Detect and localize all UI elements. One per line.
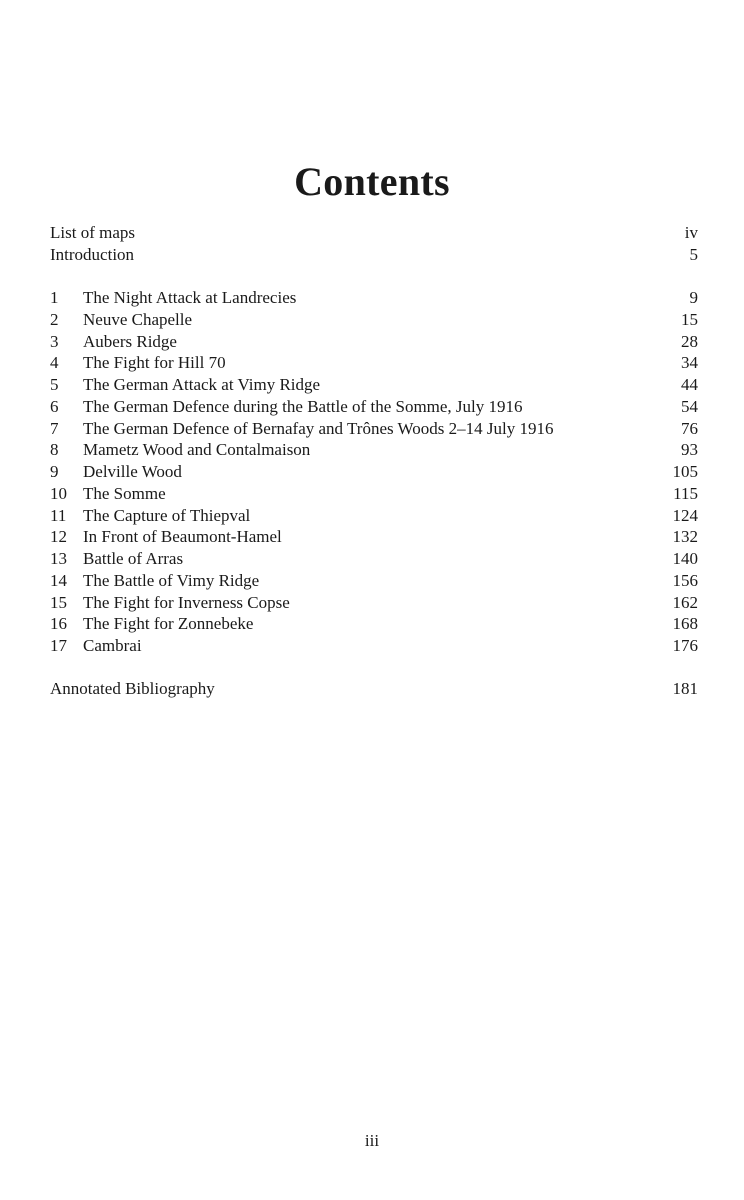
chapter-number: 12 xyxy=(50,527,67,547)
chapter-page: 124 xyxy=(672,505,698,525)
chapter-number: 7 xyxy=(50,418,59,438)
chapter-page: 76 xyxy=(681,418,698,438)
chapter-number: 8 xyxy=(50,440,59,460)
toc-chapter-entry xyxy=(50,352,698,374)
chapter-number: 16 xyxy=(50,614,67,634)
chapter-page: 9 xyxy=(689,288,698,307)
chapter-page: 28 xyxy=(681,331,698,351)
chapter-title: In Front of Beaumont-Hamel xyxy=(83,527,282,547)
chapter-page: 93 xyxy=(681,440,698,460)
chapter-title: Mametz Wood and Contalmaison xyxy=(83,440,311,460)
toc-chapter-entry xyxy=(50,526,698,548)
chapter-title: The Fight for Inverness Copse xyxy=(83,592,290,612)
toc-entry-label: Annotated Bibliography xyxy=(50,679,215,698)
chapter-title: The Fight for Zonnebeke xyxy=(83,614,254,634)
page-number: iii xyxy=(364,1131,380,1150)
toc-entry-page: 181 xyxy=(672,679,698,698)
chapter-title: The German Defence of Bernafay and Trônes Woods 2–14 July 1916 xyxy=(83,418,554,438)
toc-entry-page: iv xyxy=(684,223,698,242)
chapter-number: 6 xyxy=(50,396,59,416)
toc-entry xyxy=(50,244,698,266)
toc-entry-label: List of maps xyxy=(50,223,135,242)
chapter-number: 2 xyxy=(50,309,59,329)
toc-chapter-entry xyxy=(50,592,698,614)
chapter-title: The Fight for Hill 70 xyxy=(83,353,226,373)
chapter-title: The Night Attack at Landrecies xyxy=(83,288,297,307)
chapter-number: 11 xyxy=(50,505,67,525)
toc-chapter-entry xyxy=(50,613,698,635)
chapter-page: 156 xyxy=(672,570,698,590)
toc-chapter-entry xyxy=(50,331,698,353)
chapter-list xyxy=(50,287,698,657)
chapter-page: 132 xyxy=(672,527,698,547)
toc-chapter-entry xyxy=(50,505,698,527)
toc-chapter-entry xyxy=(50,418,698,440)
chapter-page: 44 xyxy=(681,375,698,394)
chapter-title: The German Defence during the Battle of the Somme, July 1916 xyxy=(83,396,523,416)
back-matter-list xyxy=(50,678,698,700)
chapter-number: 14 xyxy=(50,570,67,590)
chapter-number: 3 xyxy=(50,331,59,351)
chapter-number: 4 xyxy=(50,353,59,373)
chapter-page: 176 xyxy=(672,636,698,655)
toc-chapter-entry xyxy=(50,396,698,418)
toc-entry xyxy=(50,222,698,244)
chapter-page: 115 xyxy=(673,483,698,503)
toc-chapter-entry xyxy=(50,309,698,331)
toc-chapter-entry xyxy=(50,548,698,570)
toc-chapter-entry xyxy=(50,439,698,461)
chapter-title: The Battle of Vimy Ridge xyxy=(83,570,260,590)
toc-entry-page: 5 xyxy=(689,244,698,264)
toc-chapter-entry xyxy=(50,374,698,396)
toc-entry xyxy=(50,678,698,700)
chapter-number: 5 xyxy=(50,375,59,394)
chapter-title: The German Attack at Vimy Ridge xyxy=(83,375,321,394)
page-title: Contents xyxy=(294,159,450,204)
toc-chapter-entry xyxy=(50,461,698,483)
chapter-page: 168 xyxy=(672,614,698,634)
chapter-page: 140 xyxy=(672,549,698,568)
toc-chapter-entry xyxy=(50,287,698,309)
toc-entry-label: Introduction xyxy=(50,244,135,264)
chapter-title: Aubers Ridge xyxy=(83,331,177,351)
chapter-number: 1 xyxy=(50,288,59,307)
toc-chapter-entry xyxy=(50,483,698,505)
toc-chapter-entry xyxy=(50,570,698,592)
toc-chapter-entry xyxy=(50,635,698,657)
chapter-title: Battle of Arras xyxy=(83,549,184,568)
chapter-title: The Somme xyxy=(83,483,166,503)
chapter-number: 9 xyxy=(50,462,59,481)
chapter-title: Neuve Chapelle xyxy=(83,309,193,329)
chapter-number: 15 xyxy=(50,592,67,612)
chapter-title: Delville Wood xyxy=(83,462,182,481)
chapter-page: 34 xyxy=(681,353,698,373)
chapter-number: 10 xyxy=(50,483,67,503)
chapter-page: 54 xyxy=(681,396,698,416)
chapter-page: 15 xyxy=(681,309,698,329)
chapter-number: 13 xyxy=(50,549,67,568)
chapter-title: The Capture of Thiepval xyxy=(83,505,251,525)
chapter-title: Cambrai xyxy=(83,636,142,655)
chapter-page: 105 xyxy=(672,462,698,481)
chapter-number: 17 xyxy=(50,636,67,655)
front-matter-list xyxy=(50,222,698,266)
chapter-page: 162 xyxy=(672,592,698,612)
